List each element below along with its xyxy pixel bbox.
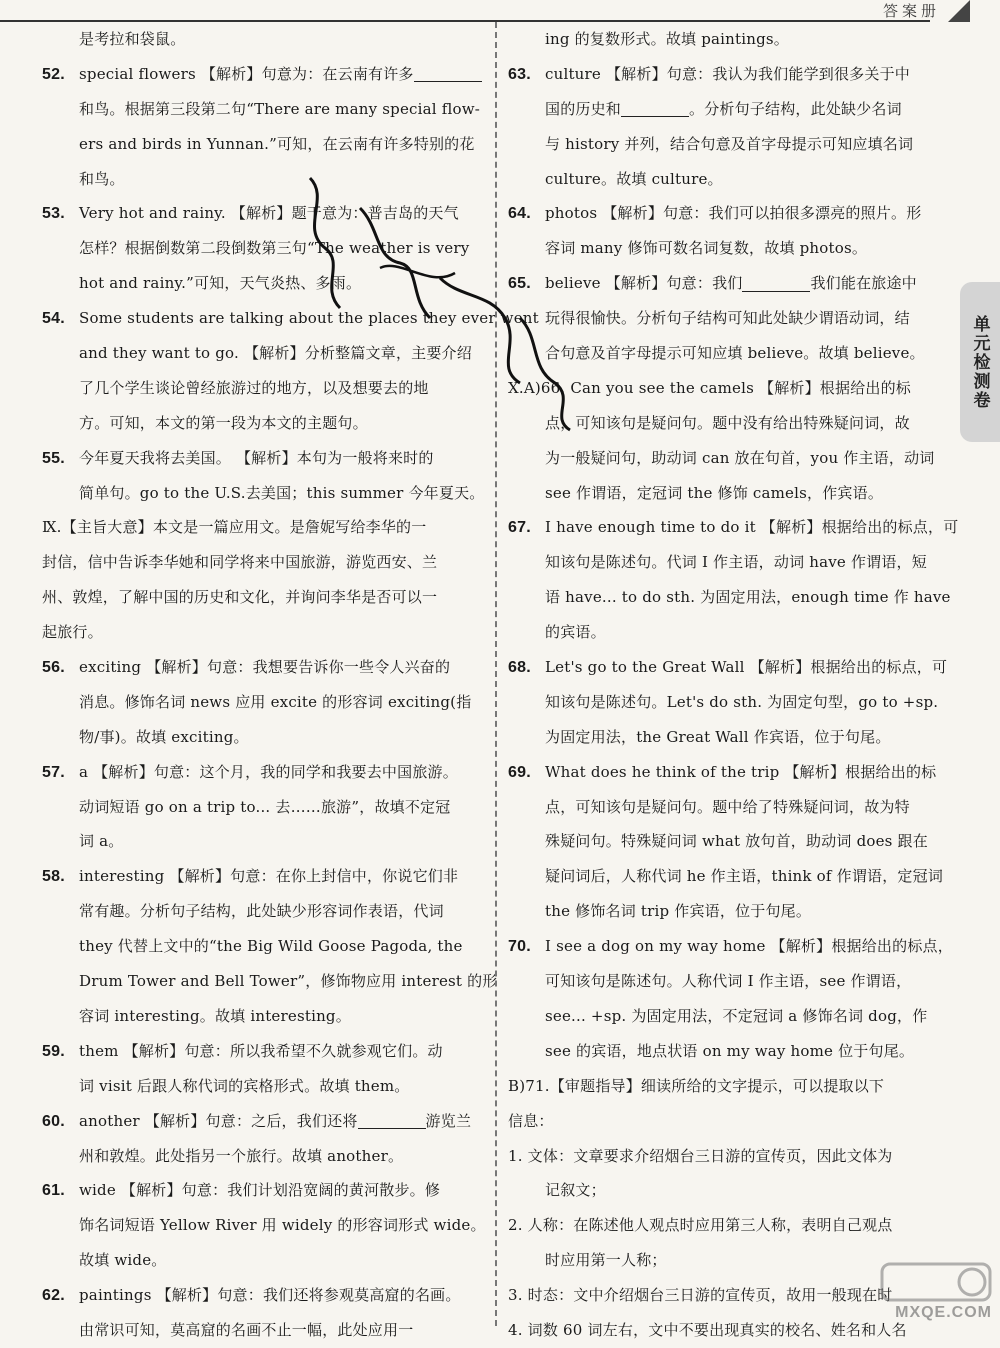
text-line bbox=[42, 650, 486, 685]
line-text: 与 history 并列，结合句意及首字母提示可知应填名词 bbox=[545, 134, 914, 153]
text-line bbox=[42, 1139, 486, 1174]
text-line bbox=[42, 894, 486, 929]
text-line bbox=[508, 545, 950, 580]
fill-blank bbox=[742, 277, 810, 292]
right-column bbox=[508, 22, 959, 1348]
line-text: 容词 many 修饰可数名词复数，故填 photos。 bbox=[545, 239, 868, 258]
text-line bbox=[42, 1278, 486, 1313]
line-text: 词 a。 bbox=[79, 832, 124, 851]
side-tab[interactable] bbox=[960, 282, 1000, 442]
text-line bbox=[508, 615, 950, 650]
line-text: 了几个学生谈论曾经旅游过的地方，以及想要去的地 bbox=[79, 378, 429, 397]
text-line bbox=[42, 476, 486, 511]
line-text: 起旅行。 bbox=[42, 623, 103, 642]
text-line bbox=[508, 476, 950, 511]
line-text: culture。故填 culture。 bbox=[545, 169, 723, 188]
text-line bbox=[508, 894, 950, 929]
fill-blank bbox=[621, 102, 689, 117]
text-line bbox=[508, 1208, 950, 1243]
question-number: 61. bbox=[42, 1182, 65, 1200]
text-line bbox=[42, 336, 486, 371]
question-number: 65. bbox=[508, 275, 531, 293]
line-text: 物/事)。故填 exciting。 bbox=[79, 727, 249, 746]
question-number: 63. bbox=[508, 65, 531, 83]
line-text: 知该句是陈述句。代词 I 作主语，动词 have 作谓语，短 bbox=[545, 553, 927, 572]
text-line bbox=[42, 580, 486, 615]
text-line bbox=[42, 1313, 486, 1348]
text-line bbox=[42, 510, 486, 545]
line-text: 点，可知该句是疑问句。题中给了特殊疑问词，故为特 bbox=[545, 797, 910, 816]
line-text: 信息： bbox=[508, 1111, 554, 1130]
line-text: 由常识可知，莫高窟的名画不止一幅，此处应用一 bbox=[79, 1320, 414, 1339]
line-text: 为一般疑问句，助动词 can 放在句首，you 作主语，动词 bbox=[545, 448, 935, 467]
text-line bbox=[42, 301, 539, 336]
text-line bbox=[42, 720, 486, 755]
line-text: interesting 【解析】句意：在你上封信中，你说它们非 bbox=[79, 867, 459, 886]
line-text: Drum Tower and Bell Tower”，修饰物应用 interest 的形 bbox=[79, 972, 498, 991]
text-line bbox=[42, 824, 486, 859]
line-text: 故填 wide。 bbox=[79, 1251, 167, 1270]
text-line bbox=[42, 127, 486, 162]
text-line bbox=[508, 266, 950, 301]
line-text: Ⅸ.【主旨大意】本文是一篇应用文。是詹妮写给李华的一 bbox=[42, 518, 427, 537]
question-number: 54. bbox=[42, 310, 65, 328]
line-text-after-blank: 游览兰 bbox=[425, 1111, 472, 1130]
text-line bbox=[508, 1069, 950, 1104]
text-line bbox=[508, 755, 950, 790]
line-text: 动词短语 go on a trip to... 去……旅游”，故填不定冠 bbox=[79, 797, 451, 816]
question-number: 70. bbox=[508, 938, 531, 956]
text-line bbox=[508, 231, 950, 266]
line-text: B)71.【审题指导】细读所给的文字提示，可以提取以下 bbox=[508, 1076, 885, 1095]
line-text: see 作谓语，定冠词 the 修饰 camels，作宾语。 bbox=[545, 483, 884, 502]
text-line bbox=[508, 92, 950, 127]
text-line bbox=[42, 755, 486, 790]
text-line bbox=[508, 929, 953, 964]
text-line bbox=[42, 441, 486, 476]
text-line bbox=[508, 301, 950, 336]
text-line bbox=[508, 196, 950, 231]
question-number: 64. bbox=[508, 205, 531, 223]
line-text: and they want to go. 【解析】分析整篇文章，主要介绍 bbox=[79, 344, 472, 363]
line-text: 4. 词数 60 词左右，文中不要出现真实的校名、姓名和人名 bbox=[508, 1320, 907, 1339]
line-text: 记叙文； bbox=[545, 1181, 606, 1200]
line-text: Ⅹ.A)66. Can you see the camels 【解析】根据给出的标 bbox=[508, 378, 911, 397]
header-corner-decoration bbox=[948, 0, 970, 22]
text-line bbox=[42, 196, 486, 231]
text-line bbox=[42, 1243, 486, 1278]
text-line bbox=[508, 964, 950, 999]
question-number: 62. bbox=[42, 1287, 65, 1305]
question-number: 60. bbox=[42, 1112, 65, 1130]
text-line bbox=[508, 406, 950, 441]
line-text: hot and rainy.”可知，天气炎热、多雨。 bbox=[79, 274, 362, 293]
line-text: exciting 【解析】句意：我想要告诉你一些令人兴奋的 bbox=[79, 658, 451, 677]
line-text: 词 visit 后跟人称代词的宾格形式。故填 them。 bbox=[79, 1076, 410, 1095]
text-line bbox=[42, 1034, 486, 1069]
text-line bbox=[42, 859, 486, 894]
text-line bbox=[508, 824, 950, 859]
line-text: 3. 时态：文中介绍烟台三日游的宣传页，故用一般现在时 bbox=[508, 1286, 893, 1305]
line-text: them 【解析】句意：所以我希望不久就参观它们。动 bbox=[79, 1041, 443, 1060]
text-line bbox=[508, 790, 950, 825]
line-text: 知该句是陈述句。Let's do sth. 为固定句型，go to +sp. bbox=[545, 692, 939, 711]
line-text: another 【解析】句意：之后，我们还将 bbox=[79, 1111, 358, 1130]
column-divider bbox=[495, 22, 497, 1326]
line-text: ing 的复数形式。故填 paintings。 bbox=[545, 30, 789, 48]
text-line bbox=[508, 336, 950, 371]
text-line bbox=[42, 57, 486, 92]
line-text: 为固定用法，the Great Wall 作宾语，位于句尾。 bbox=[545, 727, 891, 746]
line-text: Some students are talking about the places they ever went bbox=[79, 309, 539, 328]
question-number: 52. bbox=[42, 65, 65, 83]
line-text: Very hot and rainy. 【解析】题干意为：普吉岛的天气 bbox=[79, 204, 459, 223]
text-line bbox=[508, 1173, 950, 1208]
line-text: the 修饰名词 trip 作宾语，位于句尾。 bbox=[545, 902, 812, 921]
line-text: 饰名词短语 Yellow River 用 widely 的形容词形式 wide。 bbox=[79, 1216, 486, 1235]
line-text: 玩得很愉快。分析句子结构可知此处缺少谓语动词，结 bbox=[545, 309, 910, 328]
line-text-after-blank: 我们能在旅途中 bbox=[810, 274, 917, 293]
text-line bbox=[42, 1104, 486, 1139]
text-line bbox=[508, 650, 950, 685]
line-text: 合句意及首字母提示可知应填 believe。故填 believe。 bbox=[545, 344, 925, 363]
line-text: 封信，信中告诉李华她和同学将来中国旅游，游览西安、兰 bbox=[42, 553, 438, 572]
line-text: paintings 【解析】句意：我们还将参观莫高窟的名画。 bbox=[79, 1286, 461, 1305]
text-line bbox=[42, 685, 486, 720]
text-line bbox=[508, 999, 950, 1034]
text-line bbox=[508, 580, 950, 615]
line-text: 殊疑问句。特殊疑问词 what 放句首，助动词 does 跟在 bbox=[545, 832, 928, 851]
line-text: they 代替上文中的“the Big Wild Goose Pagoda, the bbox=[79, 937, 463, 956]
fill-blank bbox=[414, 67, 482, 82]
line-text: 的宾语。 bbox=[545, 623, 606, 642]
header-label: 答案册 bbox=[882, 2, 940, 20]
side-tab-label: 单元检测卷 bbox=[969, 314, 990, 410]
question-number: 57. bbox=[42, 763, 65, 781]
line-text: 2. 人称：在陈述他人观点时应用第三人称，表明自己观点 bbox=[508, 1216, 893, 1235]
line-text: Let's go to the Great Wall 【解析】根据给出的标点，可 bbox=[545, 658, 948, 677]
line-text: 时应用第一人称； bbox=[545, 1251, 667, 1270]
line-text: wide 【解析】句意：我们计划沿宽阔的黄河散步。修 bbox=[79, 1181, 441, 1200]
watermark-seal-icon bbox=[880, 1262, 992, 1302]
line-text: 可知该句是陈述句。人称代词 I 作主语，see 作谓语， bbox=[545, 972, 912, 991]
text-line bbox=[508, 127, 950, 162]
question-number: 69. bbox=[508, 763, 531, 781]
text-line bbox=[508, 685, 950, 720]
text-line bbox=[42, 231, 486, 266]
line-text: 怎样？根据倒数第二段倒数第三句“The weather is very bbox=[79, 239, 470, 258]
line-text: a 【解析】句意：这个月，我的同学和我要去中国旅游。 bbox=[79, 762, 458, 781]
line-text: I have enough time to do it 【解析】根据给出的标点，可 bbox=[545, 518, 959, 537]
line-text: believe 【解析】句意：我们 bbox=[545, 274, 743, 293]
line-text: 国的历史和 bbox=[545, 99, 622, 118]
line-text: 今年夏天我将去美国。 【解析】本句为一般将来时的 bbox=[79, 448, 434, 467]
line-text: 是考拉和袋鼠。 bbox=[79, 30, 186, 48]
text-line bbox=[42, 615, 486, 650]
line-text: culture 【解析】句意：我认为我们能学到很多关于中 bbox=[545, 64, 910, 83]
text-line bbox=[42, 1173, 486, 1208]
text-line bbox=[508, 162, 950, 197]
question-number: 58. bbox=[42, 868, 65, 886]
line-text: photos 【解析】句意：我们可以拍很多漂亮的照片。形 bbox=[545, 204, 922, 223]
question-number: 68. bbox=[508, 659, 531, 677]
line-text: 和鸟。 bbox=[79, 169, 125, 188]
watermark-logo bbox=[880, 1262, 992, 1322]
line-text: see... +sp. 为固定用法，不定冠词 a 修饰名词 dog，作 bbox=[545, 1006, 928, 1025]
text-line bbox=[508, 1104, 950, 1139]
text-line bbox=[42, 964, 498, 999]
line-text: 点，可知该句是疑问句。题中没有给出特殊疑问词，故 bbox=[545, 413, 910, 432]
text-line bbox=[42, 406, 486, 441]
text-line bbox=[42, 266, 486, 301]
line-text: 疑问词后，人称代词 he 作主语，think of 作谓语，定冠词 bbox=[545, 867, 944, 886]
line-text: What does he think of the trip 【解析】根据给出的标 bbox=[545, 762, 937, 781]
line-text: 消息。修饰名词 news 应用 excite 的形容词 exciting(指 bbox=[79, 692, 472, 711]
text-line bbox=[508, 720, 950, 755]
line-text: 容词 interesting。故填 interesting。 bbox=[79, 1006, 351, 1025]
line-text: 州、敦煌，了解中国的历史和文化，并询问李华是否可以一 bbox=[42, 588, 438, 607]
fill-blank bbox=[358, 1114, 426, 1129]
line-text: see 的宾语，地点状语 on my way home 位于句尾。 bbox=[545, 1041, 915, 1060]
line-text: 州和敦煌。此处指另一个旅行。故填 another。 bbox=[79, 1146, 404, 1165]
text-line bbox=[42, 929, 486, 964]
line-text: 语 have... to do sth. 为固定用法，enough time 作 have bbox=[545, 588, 951, 607]
line-text: 常有趣。分析句子结构，此处缺少形容词作表语，代词 bbox=[79, 902, 444, 921]
question-number: 53. bbox=[42, 205, 65, 223]
question-number: 59. bbox=[42, 1042, 65, 1060]
text-line bbox=[42, 1208, 486, 1243]
page-header bbox=[0, 0, 1000, 22]
text-line bbox=[508, 371, 950, 406]
line-text: 简单句。go to the U.S.去美国；this summer 今年夏天。 bbox=[79, 483, 485, 502]
text-line bbox=[42, 1069, 486, 1104]
line-text: 方。可知，本文的第一段为本文的主题句。 bbox=[79, 413, 368, 432]
text-line bbox=[508, 510, 959, 545]
text-line bbox=[42, 999, 486, 1034]
text-line bbox=[508, 859, 950, 894]
question-number: 67. bbox=[508, 519, 531, 537]
text-line bbox=[508, 441, 950, 476]
text-line bbox=[42, 162, 486, 197]
line-text: ers and birds in Yunnan.”可知，在云南有许多特别的花 bbox=[79, 134, 475, 153]
text-line bbox=[508, 22, 950, 57]
text-line bbox=[508, 1034, 950, 1069]
line-text: special flowers 【解析】句意为：在云南有许多 bbox=[79, 64, 414, 83]
text-line bbox=[42, 545, 486, 580]
line-text-after-blank: 。分析句子结构，此处缺少名词 bbox=[689, 99, 902, 118]
text-line bbox=[508, 57, 950, 92]
line-text: 1. 文体：文章要求介绍烟台三日游的宣传页，因此文体为 bbox=[508, 1146, 893, 1165]
question-number: 56. bbox=[42, 659, 65, 677]
line-text: 和鸟。根据第三段第二句“There are many special flow- bbox=[79, 99, 481, 118]
text-line bbox=[508, 1139, 950, 1174]
text-line bbox=[42, 790, 486, 825]
watermark-text: MXQE.COM bbox=[895, 1304, 992, 1321]
text-line bbox=[42, 371, 486, 406]
text-line bbox=[42, 92, 486, 127]
question-number: 55. bbox=[42, 449, 65, 467]
line-text: I see a dog on my way home 【解析】根据给出的标点， bbox=[545, 937, 953, 956]
text-line bbox=[42, 22, 486, 57]
